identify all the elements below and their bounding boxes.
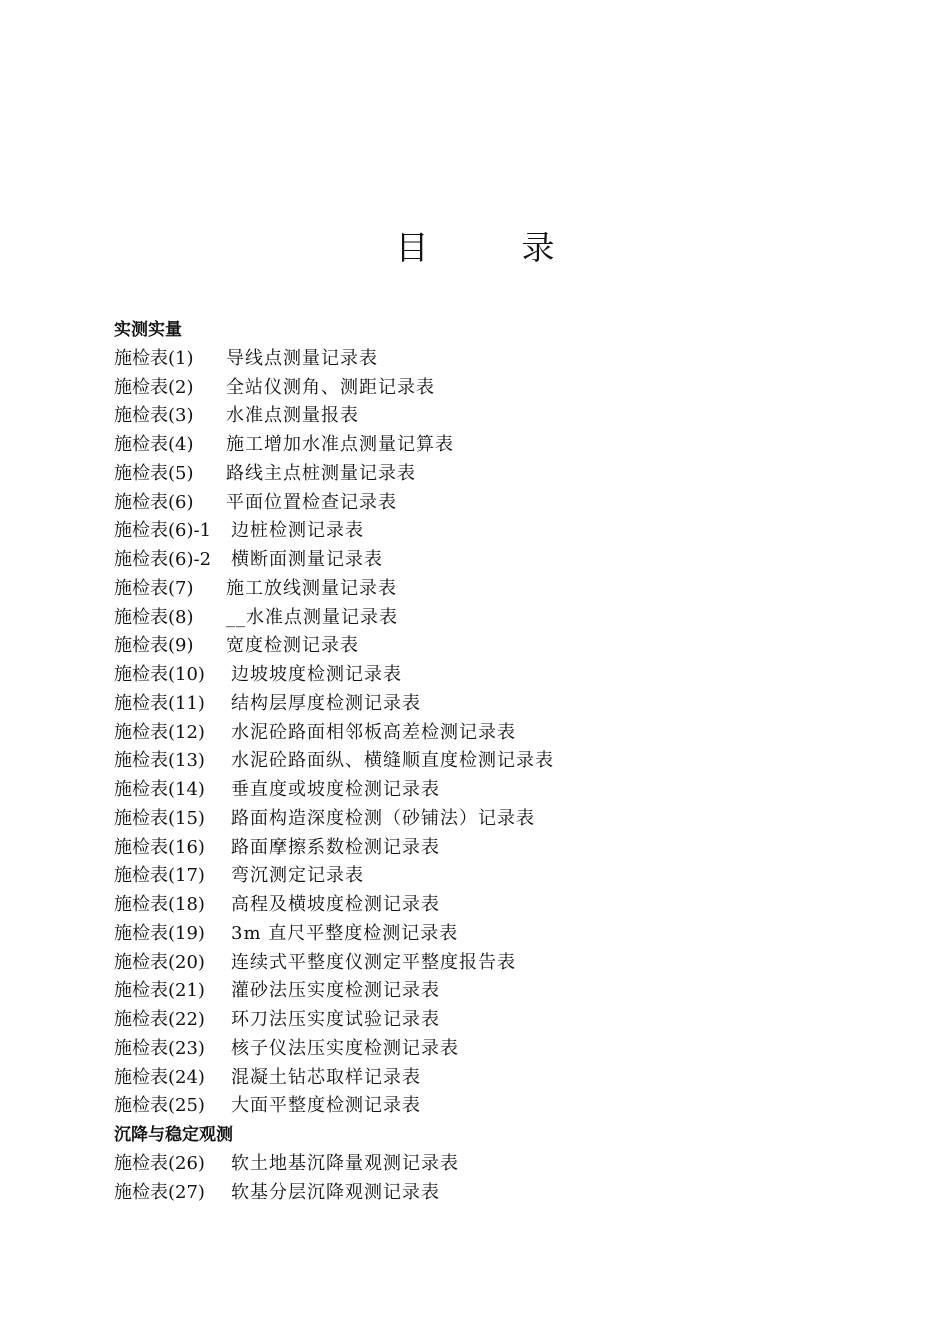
form-code: 施检表(20) xyxy=(114,951,205,973)
toc-entry[interactable] xyxy=(114,719,914,748)
form-name: 垂直度或坡度检测记录表 xyxy=(231,779,440,800)
form-code: 施检表(14) xyxy=(114,779,205,800)
form-code: 施检表(15) xyxy=(114,807,205,829)
form-code: 施检表(21) xyxy=(114,980,205,1002)
form-code: 施检表(17) xyxy=(114,865,205,887)
form-name: 3m 直尺平整度检测记录表 xyxy=(231,922,459,944)
form-code: 施检表(25) xyxy=(114,1095,205,1117)
form-name: 结构层厚度检测记录表 xyxy=(231,692,421,714)
toc-entry[interactable] xyxy=(114,374,914,403)
toc-entry[interactable] xyxy=(114,345,914,374)
form-code: 施检表(18) xyxy=(114,894,205,915)
form-code: 施检表(5) xyxy=(114,462,194,484)
form-code: 施检表(4) xyxy=(114,434,194,455)
form-code: 施检表(16) xyxy=(114,836,205,858)
form-name: 水泥砼路面纵、横缝顺直度检测记录表 xyxy=(231,750,554,772)
form-code: 施检表(27) xyxy=(114,1181,205,1203)
section-heading: 沉降与稳定观测 xyxy=(114,1125,233,1145)
form-name: 灌砂法压实度检测记录表 xyxy=(231,980,440,1002)
toc-entry[interactable] xyxy=(114,460,914,489)
form-code: 施检表(24) xyxy=(114,1066,205,1088)
toc-entry[interactable] xyxy=(114,546,914,575)
toc-entry[interactable] xyxy=(114,690,914,719)
form-name: 水准点测量报表 xyxy=(226,405,359,427)
toc-entry[interactable] xyxy=(114,517,914,546)
form-name: 边桩检测记录表 xyxy=(231,520,364,542)
form-code: 施检表(3) xyxy=(114,405,194,427)
page-title: 目 录 xyxy=(395,228,585,267)
form-name: 路面摩擦系数检测记录表 xyxy=(231,836,440,858)
form-name: 弯沉测定记录表 xyxy=(231,865,364,887)
form-name: 全站仪测角、测距记录表 xyxy=(226,376,435,398)
toc-entry[interactable] xyxy=(114,431,914,460)
table-of-contents xyxy=(114,316,914,1207)
toc-entry[interactable] xyxy=(114,949,914,978)
toc-entry[interactable] xyxy=(114,891,914,920)
toc-entry[interactable] xyxy=(114,661,914,690)
form-name: 施工增加水准点测量记算表 xyxy=(226,434,454,455)
toc-entry[interactable] xyxy=(114,1064,914,1093)
toc-entry[interactable] xyxy=(114,834,914,863)
toc-entry[interactable] xyxy=(114,1092,914,1121)
form-code: 施检表(22) xyxy=(114,1009,205,1030)
form-code: 施检表(7) xyxy=(114,577,194,599)
form-code: 施检表(2) xyxy=(114,376,194,398)
toc-entry[interactable] xyxy=(114,632,914,661)
form-code: 施检表(13) xyxy=(114,750,205,772)
form-code: 施检表(10) xyxy=(114,664,205,685)
form-name: 高程及横坡度检测记录表 xyxy=(231,894,440,915)
toc-entry[interactable] xyxy=(114,747,914,776)
form-name: 导线点测量记录表 xyxy=(226,347,378,369)
form-name: 施工放线测量记录表 xyxy=(226,577,397,599)
toc-entry[interactable] xyxy=(114,575,914,604)
toc-entry[interactable] xyxy=(114,920,914,949)
toc-entry[interactable] xyxy=(114,1035,914,1064)
toc-entry[interactable] xyxy=(114,776,914,805)
form-code: 施检表(19) xyxy=(114,922,205,944)
section-heading: 实测实量 xyxy=(114,320,182,340)
form-name: 边坡坡度检测记录表 xyxy=(231,664,402,685)
form-name: 环刀法压实度试验记录表 xyxy=(231,1009,440,1030)
form-name: 路线主点桩测量记录表 xyxy=(226,462,416,484)
form-name: 横断面测量记录表 xyxy=(231,549,383,570)
toc-entry[interactable] xyxy=(114,977,914,1006)
form-code: 施检表(6)-2 xyxy=(114,549,212,570)
form-name: 混凝土钻芯取样记录表 xyxy=(231,1066,421,1088)
toc-entry[interactable] xyxy=(114,402,914,431)
form-code: 施检表(26) xyxy=(114,1152,205,1174)
form-name: 大面平整度检测记录表 xyxy=(231,1095,421,1117)
toc-entry[interactable] xyxy=(114,1179,914,1208)
form-name: 连续式平整度仪测定平整度报告表 xyxy=(231,951,516,973)
form-code: 施检表(23) xyxy=(114,1037,205,1059)
toc-entry[interactable] xyxy=(114,1006,914,1035)
form-name: 路面构造深度检测（砂铺法）记录表 xyxy=(231,807,535,829)
form-name: 宽度检测记录表 xyxy=(226,635,359,657)
form-name: 水泥砼路面相邻板高差检测记录表 xyxy=(231,721,516,743)
form-code: 施检表(9) xyxy=(114,635,194,657)
form-code: 施检表(6)-1 xyxy=(114,520,212,542)
form-name: 核子仪法压实度检测记录表 xyxy=(231,1037,459,1059)
toc-entry[interactable] xyxy=(114,805,914,834)
form-name: __水准点测量记录表 xyxy=(226,606,398,628)
toc-entry[interactable] xyxy=(114,862,914,891)
toc-entry[interactable] xyxy=(114,1150,914,1179)
form-code: 施检表(6) xyxy=(114,491,194,513)
toc-entry[interactable] xyxy=(114,604,914,633)
form-code: 施检表(12) xyxy=(114,721,205,743)
form-name: 平面位置检查记录表 xyxy=(226,491,397,513)
form-code: 施检表(1) xyxy=(114,347,194,369)
form-name: 软土地基沉降量观测记录表 xyxy=(231,1152,459,1174)
form-code: 施检表(11) xyxy=(114,692,205,714)
toc-entry[interactable] xyxy=(114,489,914,518)
form-name: 软基分层沉降观测记录表 xyxy=(231,1181,440,1203)
form-code: 施检表(8) xyxy=(114,606,194,628)
